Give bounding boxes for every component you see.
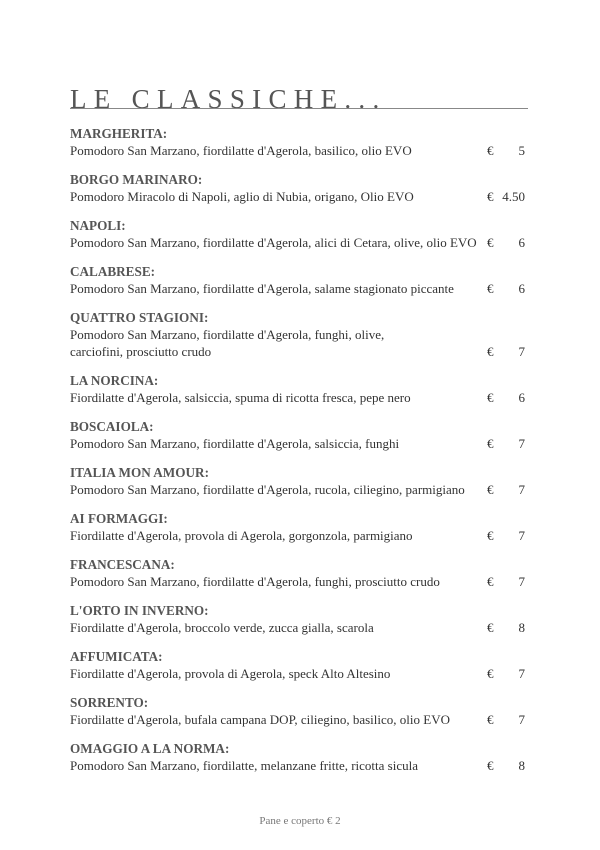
price-value: 7 <box>518 344 525 359</box>
currency-symbol: € <box>487 528 494 543</box>
menu-item-description <box>70 326 530 343</box>
title-divider <box>70 108 528 109</box>
menu-item-description-text: Fiordilatte d'Agerola, bufala campana DOP, ciliegino, basilico, olio EVO <box>70 712 450 727</box>
menu-item <box>70 556 530 590</box>
price-value: 4.50 <box>502 189 525 204</box>
cover-charge-note: Pane e coperto € 2 <box>259 815 341 827</box>
price-value: 7 <box>518 528 525 543</box>
menu-item-name: ITALIA MON AMOUR: <box>70 465 209 480</box>
menu-item-description <box>70 573 530 590</box>
currency-symbol: € <box>487 712 494 727</box>
price-value: 5 <box>518 143 525 158</box>
menu-item-description-text: Fiordilatte d'Agerola, provola di Agerola, speck Alto Altesino <box>70 666 391 681</box>
menu-item <box>70 309 530 360</box>
menu-item <box>70 648 530 682</box>
price-value: 6 <box>518 235 525 250</box>
menu-item-description-text: Pomodoro San Marzano, fiordilatte d'Agerola, basilico, olio EVO <box>70 143 412 158</box>
menu-item-description <box>70 234 530 251</box>
menu-item-description-text: Fiordilatte d'Agerola, provola di Agerola, gorgonzola, parmigiano <box>70 528 413 543</box>
currency-symbol: € <box>487 574 494 589</box>
menu-item-name: QUATTRO STAGIONI: <box>70 310 209 325</box>
menu-item-description <box>70 665 530 682</box>
menu-item-description <box>70 711 530 728</box>
menu-item-description <box>70 389 530 406</box>
menu-item <box>70 171 530 205</box>
currency-symbol: € <box>487 666 494 681</box>
currency-symbol: € <box>487 620 494 635</box>
menu-item-description <box>70 188 530 205</box>
menu-item-description-text: Pomodoro San Marzano, fiordilatte d'Agerola, alici di Cetara, olive, olio EVO <box>70 235 477 250</box>
menu-item-name: MARGHERITA: <box>70 126 168 141</box>
menu-item-description <box>70 527 530 544</box>
menu-item-name: AFFUMICATA: <box>70 649 163 664</box>
menu-item <box>70 418 530 452</box>
menu-item-name: NAPOLI: <box>70 218 126 233</box>
menu-item-description-text: Pomodoro San Marzano, fiordilatte, melanzane fritte, ricotta sicula <box>70 758 418 773</box>
menu-item-description <box>70 435 530 452</box>
currency-symbol: € <box>487 436 494 451</box>
menu-item-name: LA NORCINA: <box>70 373 159 388</box>
menu-item-name: SORRENTO: <box>70 695 149 710</box>
price-value: 7 <box>518 574 525 589</box>
price-value: 8 <box>518 620 525 635</box>
menu-item-name: FRANCESCANA: <box>70 557 175 572</box>
menu-item <box>70 740 530 774</box>
menu-item-description <box>70 142 530 159</box>
currency-symbol: € <box>487 189 494 204</box>
menu-item-description-text: Pomodoro San Marzano, fiordilatte d'Agerola, salame stagionato piccante <box>70 281 454 296</box>
menu-item-name: AI FORMAGGI: <box>70 511 168 526</box>
menu-item-name: BORGO MARINARO: <box>70 172 203 187</box>
currency-symbol: € <box>487 143 494 158</box>
price-value: 7 <box>518 482 525 497</box>
menu-item-name: BOSCAIOLA: <box>70 419 154 434</box>
menu-item <box>70 125 530 159</box>
menu-item-name: L'ORTO IN INVERNO: <box>70 603 209 618</box>
menu-item <box>70 602 530 636</box>
menu-item-description-text: Fiordilatte d'Agerola, broccolo verde, zucca gialla, scarola <box>70 620 374 635</box>
menu-item <box>70 510 530 544</box>
menu-item-description-text: Pomodoro San Marzano, fiordilatte d'Agerola, funghi, olive, <box>70 327 385 342</box>
price-value: 6 <box>518 281 525 296</box>
menu-item-description-text: Pomodoro San Marzano, fiordilatte d'Agerola, rucola, ciliegino, parmigiano <box>70 482 465 497</box>
price-value: 7 <box>518 666 525 681</box>
menu-item-description <box>70 757 530 774</box>
currency-symbol: € <box>487 482 494 497</box>
menu-item-description <box>70 280 530 297</box>
price-value: 7 <box>518 436 525 451</box>
menu-item-description-text: Fiordilatte d'Agerola, salsiccia, spuma di ricotta fresca, pepe nero <box>70 390 411 405</box>
menu-item-description-text: carciofini, prosciutto crudo <box>70 344 212 359</box>
menu-item <box>70 263 530 297</box>
menu-item-description-text: Pomodoro San Marzano, fiordilatte d'Agerola, funghi, prosciutto crudo <box>70 574 440 589</box>
currency-symbol: € <box>487 235 494 250</box>
menu-item <box>70 217 530 251</box>
currency-symbol: € <box>487 758 494 773</box>
menu-item <box>70 694 530 728</box>
currency-symbol: € <box>487 281 494 296</box>
menu-item-description <box>70 343 530 360</box>
page-title: LE CLASSICHE... <box>70 84 387 114</box>
menu-item <box>70 372 530 406</box>
currency-symbol: € <box>487 390 494 405</box>
menu-item-name: CALABRESE: <box>70 264 156 279</box>
menu-item-description <box>70 481 530 498</box>
menu-item-name: OMAGGIO A LA NORMA: <box>70 741 230 756</box>
menu-item <box>70 464 530 498</box>
menu-item-description-text: Pomodoro San Marzano, fiordilatte d'Agerola, salsiccia, funghi <box>70 436 400 451</box>
menu-item-description-text: Pomodoro Miracolo di Napoli, aglio di Nubia, origano, Olio EVO <box>70 189 414 204</box>
currency-symbol: € <box>487 344 494 359</box>
menu-item-description <box>70 619 530 636</box>
price-value: 6 <box>518 390 525 405</box>
price-value: 7 <box>518 712 525 727</box>
price-value: 8 <box>518 758 525 773</box>
